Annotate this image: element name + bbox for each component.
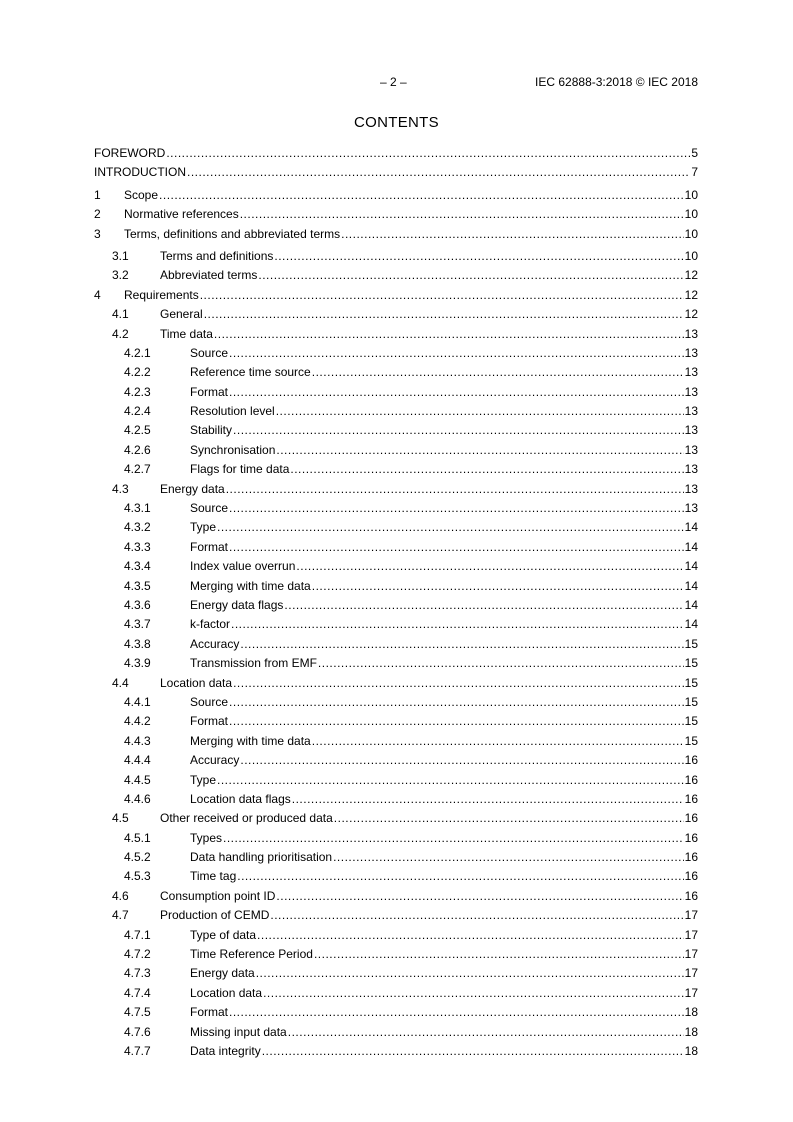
- toc-entry-title: Time data: [160, 326, 213, 341]
- toc-entry[interactable]: [94, 383, 698, 402]
- toc-entry-number: 3.1: [112, 248, 129, 263]
- toc-entry[interactable]: [94, 926, 698, 945]
- toc-entry-title: Index value overrun: [190, 559, 296, 574]
- toc-entry-page: 15: [684, 675, 698, 690]
- toc-entry-number: 4.4.2: [124, 714, 151, 729]
- toc-entry-page: 12: [684, 287, 698, 302]
- toc-entry-number: 4.3.5: [124, 578, 151, 593]
- toc-entry-number: 4.7.5: [124, 1005, 151, 1020]
- toc-entry-number: 4.3.9: [124, 656, 151, 671]
- toc-entry[interactable]: [94, 771, 698, 790]
- toc-entry[interactable]: [94, 615, 698, 634]
- toc-entry[interactable]: [94, 635, 698, 654]
- toc-entry[interactable]: [94, 596, 698, 615]
- toc-entry[interactable]: [94, 460, 698, 479]
- toc-entry-title: Source: [190, 501, 229, 516]
- toc-entry-number: 4.5.1: [124, 830, 151, 845]
- toc-entry-title: General: [160, 307, 203, 322]
- toc-entry-title: Energy data flags: [190, 597, 284, 612]
- toc-entry-page: 13: [684, 345, 698, 360]
- toc-entry-number: 4.4.1: [124, 694, 151, 709]
- toc-entry-title: Location data flags: [190, 791, 291, 806]
- toc-entry-number: 4.7.4: [124, 985, 151, 1000]
- toc-entry-page: 13: [684, 404, 698, 419]
- toc-entry-number: 4.3.6: [124, 597, 151, 612]
- toc-entry-number: 4.7.3: [124, 966, 151, 981]
- toc-entry-title: Production of CEMD: [160, 908, 270, 923]
- toc-leader-dots: [312, 732, 684, 751]
- toc-entry-title: Energy data: [190, 966, 255, 981]
- toc-entry-page: 13: [684, 384, 698, 399]
- toc-entry[interactable]: [94, 499, 698, 518]
- toc-leader-dots: [229, 499, 684, 518]
- toc-entry-page: 10: [684, 187, 698, 202]
- toc-entry-number: 4.2.7: [124, 462, 151, 477]
- toc-leader-dots: [276, 441, 683, 460]
- toc-leader-dots: [258, 266, 683, 285]
- toc-entry-page: 14: [684, 520, 698, 535]
- toc-entry-title: Location data: [190, 985, 263, 1000]
- toc-entry-title: Merging with time data: [190, 733, 311, 748]
- toc-entry-title: Stability: [190, 423, 233, 438]
- toc-leader-dots: [217, 771, 684, 790]
- table-of-contents: [94, 144, 698, 1061]
- toc-leader-dots: [226, 480, 684, 499]
- toc-entry-page: 14: [684, 559, 698, 574]
- toc-entry-title: Time tag: [190, 869, 237, 884]
- toc-entry-title: Energy data: [160, 481, 225, 496]
- toc-leader-dots: [312, 577, 684, 596]
- toc-entry-title: Terms and definitions: [160, 248, 274, 263]
- toc-entry-title: Type of data: [190, 927, 257, 942]
- toc-entry[interactable]: [94, 325, 698, 344]
- toc-leader-dots: [296, 557, 683, 576]
- toc-entry-title: Scope: [124, 187, 159, 202]
- toc-entry-title: Source: [190, 694, 229, 709]
- toc-entry-number: 4.7.7: [124, 1043, 151, 1058]
- toc-entry-title: Accuracy: [190, 753, 240, 768]
- toc-entry[interactable]: [94, 163, 698, 182]
- toc-entry-title: Format: [190, 714, 229, 729]
- toc-entry-number: 4.7.1: [124, 927, 151, 942]
- toc-entry[interactable]: [94, 887, 698, 906]
- toc-entry-number: 4.3.2: [124, 520, 151, 535]
- toc-entry-page: 17: [684, 927, 698, 942]
- toc-entry-page: 18: [684, 1005, 698, 1020]
- toc-entry-page: 16: [684, 850, 698, 865]
- toc-entry-page: 13: [684, 442, 698, 457]
- toc-leader-dots: [237, 867, 683, 886]
- toc-entry-title: Synchronisation: [190, 442, 276, 457]
- toc-entry-number: 4.2.6: [124, 442, 151, 457]
- toc-leader-dots: [276, 887, 683, 906]
- toc-entry-number: 4.5.2: [124, 850, 151, 865]
- toc-entry-title: INTRODUCTION: [94, 165, 186, 180]
- toc-entry[interactable]: [94, 654, 698, 673]
- toc-entry-title: Flags for time data: [190, 462, 290, 477]
- toc-entry[interactable]: [94, 1042, 698, 1061]
- toc-leader-dots: [233, 674, 684, 693]
- toc-entry-number: 4.3: [112, 481, 129, 496]
- toc-entry[interactable]: [94, 1023, 698, 1042]
- toc-entry[interactable]: [94, 712, 698, 731]
- toc-leader-dots: [200, 286, 684, 305]
- toc-leader-dots: [270, 906, 683, 925]
- toc-entry-page: 15: [684, 636, 698, 651]
- toc-entry-number: 4.7: [112, 908, 129, 923]
- toc-entry[interactable]: [94, 732, 698, 751]
- toc-entry[interactable]: [94, 441, 698, 460]
- toc-entry-number: 4.3.4: [124, 559, 151, 574]
- toc-entry-title: Abbreviated terms: [160, 268, 258, 283]
- toc-entry-page: 18: [684, 1043, 698, 1058]
- toc-entry[interactable]: [94, 225, 698, 244]
- toc-entry[interactable]: [94, 286, 698, 305]
- toc-entry-title: Data handling prioritisation: [190, 850, 333, 865]
- toc-leader-dots: [333, 848, 684, 867]
- toc-leader-dots: [229, 712, 684, 731]
- toc-entry-page: 13: [684, 326, 698, 341]
- toc-entry-page: 16: [684, 830, 698, 845]
- toc-entry[interactable]: [94, 674, 698, 693]
- toc-leader-dots: [292, 790, 684, 809]
- toc-leader-dots: [314, 945, 684, 964]
- toc-entry-title: Data integrity: [190, 1043, 261, 1058]
- toc-entry-title: Source: [190, 345, 229, 360]
- toc-entry-title: Types: [190, 830, 223, 845]
- toc-entry-page: 18: [684, 1024, 698, 1039]
- toc-entry-page: 14: [684, 578, 698, 593]
- toc-leader-dots: [229, 344, 684, 363]
- toc-entry-page: 17: [684, 966, 698, 981]
- toc-entry-number: 1: [94, 187, 101, 202]
- page-header-standard: IEC 62888-3:2018 © IEC 2018: [535, 75, 698, 89]
- toc-entry-number: 4.4.5: [124, 772, 151, 787]
- toc-entry[interactable]: [94, 344, 698, 363]
- toc-leader-dots: [318, 654, 684, 673]
- toc-entry[interactable]: [94, 906, 698, 925]
- toc-entry-title: k-factor: [190, 617, 231, 632]
- toc-entry-number: 2: [94, 207, 101, 222]
- toc-entry[interactable]: [94, 266, 698, 285]
- toc-entry-title: Time Reference Period: [190, 947, 313, 962]
- toc-entry-page: 16: [684, 791, 698, 806]
- page-header-number: – 2 –: [380, 75, 407, 89]
- toc-entry-title: Merging with time data: [190, 578, 311, 593]
- toc-entry[interactable]: [94, 247, 698, 266]
- toc-entry-number: 4.4.3: [124, 733, 151, 748]
- toc-leader-dots: [166, 144, 690, 163]
- toc-entry-page: 12: [684, 268, 698, 283]
- toc-entry-page: 5: [691, 146, 698, 160]
- toc-leader-dots: [240, 635, 683, 654]
- toc-entry-number: 4.6: [112, 888, 129, 903]
- toc-entry-title: Location data: [160, 675, 233, 690]
- toc-leader-dots: [217, 518, 684, 537]
- toc-leader-dots: [231, 615, 684, 634]
- toc-entry[interactable]: [94, 402, 698, 421]
- toc-entry-title: Resolution level: [190, 404, 275, 419]
- toc-entry-number: 4.3.7: [124, 617, 151, 632]
- toc-entry-page: 17: [684, 985, 698, 1000]
- toc-entry[interactable]: [94, 751, 698, 770]
- toc-leader-dots: [284, 596, 683, 615]
- toc-entry-page: 10: [684, 248, 698, 263]
- toc-entry-title: Format: [190, 539, 229, 554]
- toc-entry[interactable]: [94, 790, 698, 809]
- toc-entry-page: 17: [684, 947, 698, 962]
- toc-entry-page: 15: [684, 656, 698, 671]
- toc-entry[interactable]: [94, 480, 698, 499]
- toc-entry[interactable]: [94, 305, 698, 324]
- toc-entry-page: 12: [684, 307, 698, 322]
- toc-entry-page: 17: [684, 908, 698, 923]
- toc-entry-page: 15: [684, 694, 698, 709]
- toc-leader-dots: [240, 205, 684, 224]
- toc-entry[interactable]: [94, 205, 698, 224]
- toc-entry-page: 15: [684, 733, 698, 748]
- toc-entry-page: 13: [684, 481, 698, 496]
- toc-entry-title: Missing input data: [190, 1024, 287, 1039]
- toc-entry-title: Format: [190, 1005, 229, 1020]
- toc-entry-page: 16: [684, 869, 698, 884]
- toc-entry-number: 4.2.4: [124, 404, 151, 419]
- toc-entry[interactable]: [94, 421, 698, 440]
- toc-entry-number: 4: [94, 287, 101, 302]
- toc-entry-page: 16: [684, 772, 698, 787]
- toc-leader-dots: [257, 926, 684, 945]
- toc-entry[interactable]: [94, 557, 698, 576]
- toc-entry-page: 10: [684, 207, 698, 222]
- toc-leader-dots: [312, 363, 684, 382]
- toc-entry-number: 4.4.6: [124, 791, 151, 806]
- toc-entry-page: 16: [684, 811, 698, 826]
- toc-entry-page: 13: [684, 462, 698, 477]
- toc-entry-number: 3.2: [112, 268, 129, 283]
- toc-entry-page: 13: [684, 365, 698, 380]
- toc-leader-dots: [274, 247, 683, 266]
- toc-entry[interactable]: [94, 829, 698, 848]
- toc-entry-number: 4.2.2: [124, 365, 151, 380]
- toc-leader-dots: [290, 460, 683, 479]
- toc-entry[interactable]: [94, 867, 698, 886]
- toc-leader-dots: [229, 383, 684, 402]
- toc-entry-number: 4.2.3: [124, 384, 151, 399]
- toc-entry-title: FOREWORD: [94, 146, 166, 160]
- toc-entry-title: Reference time source: [190, 365, 311, 380]
- toc-entry-number: 4.4: [112, 675, 129, 690]
- toc-entry-number: 4.5: [112, 811, 129, 826]
- toc-entry-number: 3: [94, 226, 101, 241]
- toc-entry[interactable]: [94, 848, 698, 867]
- toc-leader-dots: [187, 163, 690, 182]
- toc-entry-number: 4.7.2: [124, 947, 151, 962]
- toc-leader-dots: [240, 751, 683, 770]
- toc-entry-title: Transmission from EMF: [190, 656, 317, 671]
- toc-leader-dots: [288, 1023, 684, 1042]
- toc-entry-number: 4.2.1: [124, 345, 151, 360]
- toc-entry-page: 14: [684, 597, 698, 612]
- toc-entry[interactable]: [94, 186, 698, 205]
- toc-entry-title: Format: [190, 384, 229, 399]
- toc-entry-page: 7: [691, 165, 698, 180]
- page-title: CONTENTS: [354, 114, 439, 131]
- toc-entry-page: 10: [684, 226, 698, 241]
- toc-entry[interactable]: [94, 577, 698, 596]
- toc-entry-page: 13: [684, 501, 698, 516]
- toc-leader-dots: [229, 538, 684, 557]
- toc-entry-title: Type: [190, 772, 217, 787]
- toc-entry-page: 13: [684, 423, 698, 438]
- toc-entry-title: Other received or produced data: [160, 811, 333, 826]
- toc-entry[interactable]: [94, 538, 698, 557]
- toc-entry-title: Accuracy: [190, 636, 240, 651]
- toc-entry[interactable]: [94, 363, 698, 382]
- toc-leader-dots: [262, 1042, 684, 1061]
- toc-leader-dots: [229, 693, 684, 712]
- toc-entry[interactable]: [94, 945, 698, 964]
- toc-entry-title: Terms, definitions and abbreviated terms: [124, 226, 341, 241]
- toc-leader-dots: [229, 1003, 684, 1022]
- toc-entry-title: Normative references: [124, 207, 239, 222]
- toc-entry-title: Consumption point ID: [160, 888, 276, 903]
- toc-leader-dots: [341, 225, 684, 244]
- toc-entry[interactable]: [94, 964, 698, 983]
- toc-entry-number: 4.3.3: [124, 539, 151, 554]
- toc-entry-page: 16: [684, 888, 698, 903]
- toc-entry[interactable]: [94, 984, 698, 1003]
- toc-leader-dots: [334, 809, 684, 828]
- toc-entry[interactable]: [94, 1003, 698, 1022]
- toc-leader-dots: [223, 829, 684, 848]
- toc-entry-number: 4.1: [112, 307, 129, 322]
- toc-entry[interactable]: [94, 144, 698, 163]
- toc-entry-title: Type: [190, 520, 217, 535]
- toc-entry[interactable]: [94, 518, 698, 537]
- toc-entry-number: 4.2.5: [124, 423, 151, 438]
- toc-entry-number: 4.5.3: [124, 869, 151, 884]
- toc-leader-dots: [263, 984, 684, 1003]
- toc-entry-number: 4.2: [112, 326, 129, 341]
- toc-entry-number: 4.3.8: [124, 636, 151, 651]
- toc-entry[interactable]: [94, 693, 698, 712]
- toc-entry-title: Requirements: [124, 287, 199, 302]
- toc-entry[interactable]: [94, 809, 698, 828]
- toc-entry-page: 15: [684, 714, 698, 729]
- toc-entry-number: 4.3.1: [124, 501, 151, 516]
- toc-entry-page: 16: [684, 753, 698, 768]
- toc-leader-dots: [256, 964, 684, 983]
- toc-leader-dots: [159, 186, 684, 205]
- toc-leader-dots: [276, 402, 684, 421]
- toc-entry-page: 14: [684, 617, 698, 632]
- toc-entry-number: 4.4.4: [124, 753, 151, 768]
- toc-leader-dots: [214, 325, 684, 344]
- toc-entry-number: 4.7.6: [124, 1024, 151, 1039]
- toc-leader-dots: [204, 305, 684, 324]
- toc-entry-page: 14: [684, 539, 698, 554]
- toc-leader-dots: [233, 421, 684, 440]
